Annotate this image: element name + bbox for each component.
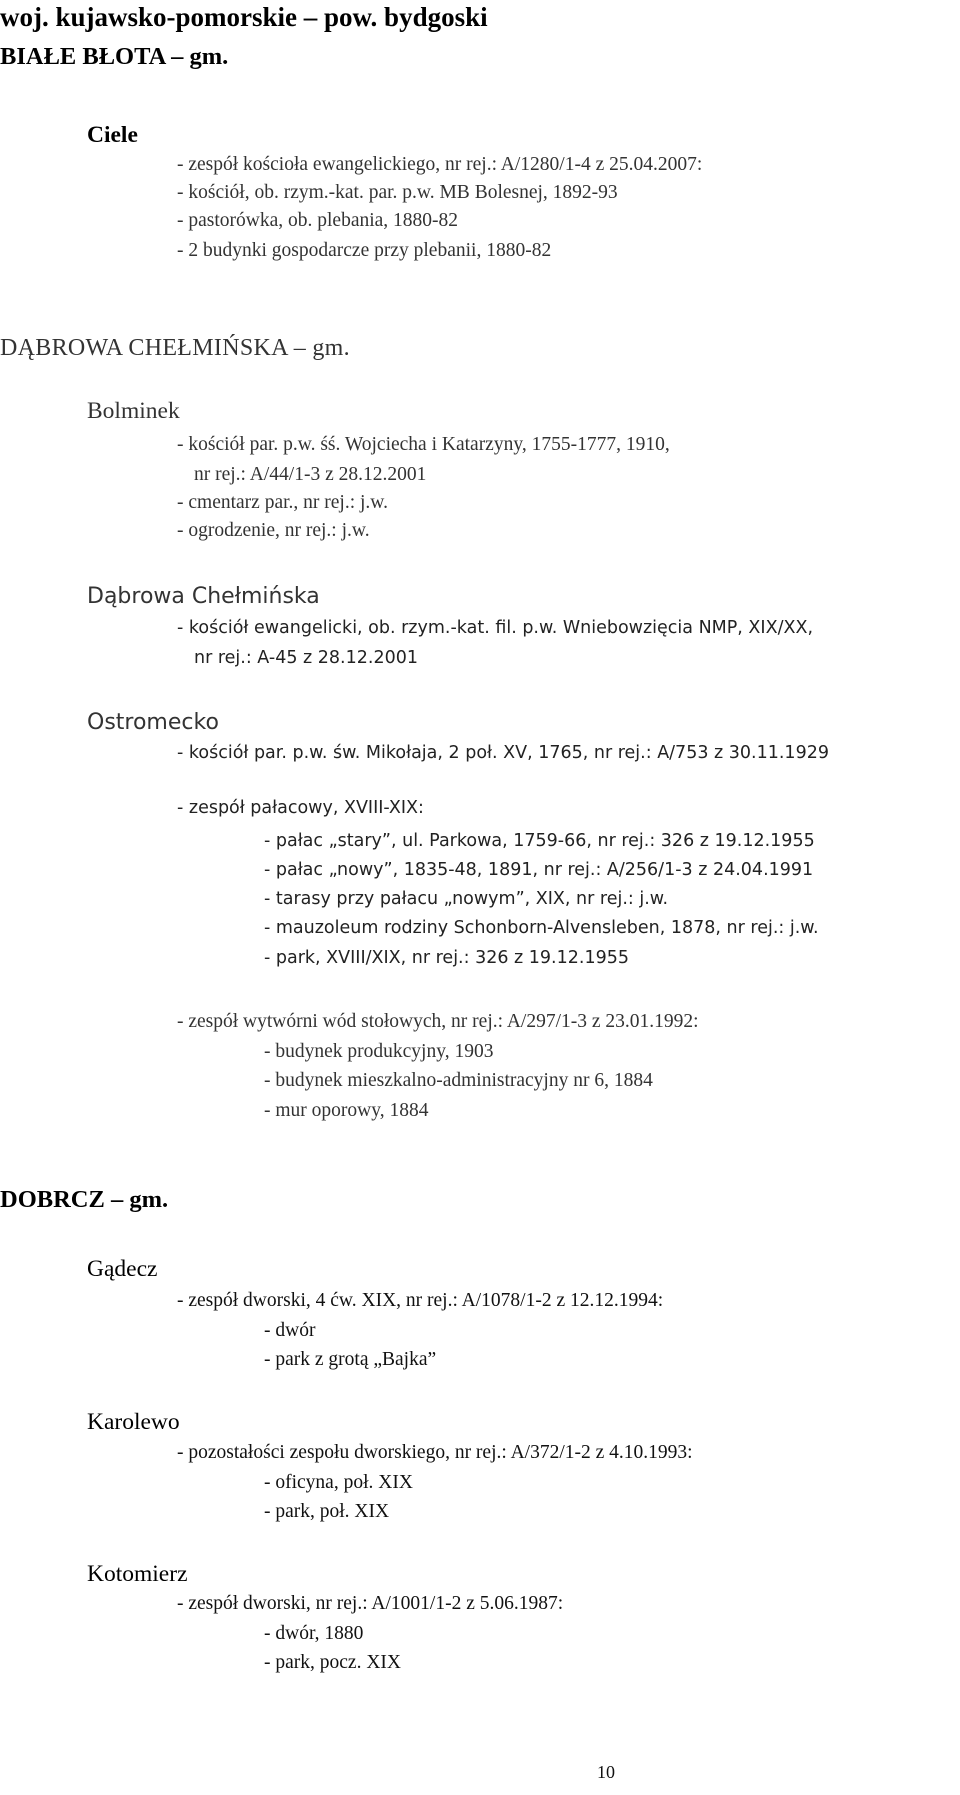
entry-line: - budynek mieszkalno-administracyjny nr 6, 1884 [264, 1070, 653, 1091]
entry-line: nr rej.: A-45 z 28.12.2001 [194, 648, 418, 668]
entry-line: nr rej.: A/44/1-3 z 28.12.2001 [194, 464, 427, 485]
entry-line: - cmentarz par., nr rej.: j.w. [177, 492, 388, 513]
entry-line: - mauzoleum rodziny Schonborn-Alvensleben, 1878, nr rej.: j.w. [264, 918, 819, 938]
entry-line: - ogrodzenie, nr rej.: j.w. [177, 520, 370, 541]
page-heading: woj. kujawsko-pomorskie – pow. bydgoski [0, 2, 488, 32]
gmina-heading-dabrowa-chelminska: DĄBROWA CHEŁMIŃSKA – gm. [0, 335, 350, 361]
entry-line: - park, pocz. XIX [264, 1652, 401, 1673]
entry-line: - pałac „stary”, ul. Parkowa, 1759-66, nr rej.: 326 z 19.12.1955 [264, 831, 815, 851]
town-heading-gadecz: Gądecz [87, 1256, 158, 1282]
entry-line: - zespół wytwórni wód stołowych, nr rej.: A/297/1-3 z 23.01.1992: [177, 1011, 699, 1032]
entry-line: - park z grotą „Bajka” [264, 1349, 437, 1370]
page-number: 10 [597, 1762, 615, 1782]
entry-line: - dwór, 1880 [264, 1623, 364, 1644]
gmina-heading-dobrcz: DOBRCZ – gm. [0, 1186, 169, 1213]
gmina-heading-biale-blota: BIAŁE BŁOTA – gm. [0, 43, 229, 70]
entry-line: - oficyna, poł. XIX [264, 1472, 413, 1493]
town-heading-karolewo: Karolewo [87, 1409, 180, 1435]
entry-line: - pałac „nowy”, 1835-48, 1891, nr rej.: A/256/1-3 z 24.04.1991 [264, 860, 814, 880]
entry-line: - mur oporowy, 1884 [264, 1100, 429, 1121]
entry-line: - park, XVIII/XIX, nr rej.: 326 z 19.12.1955 [264, 948, 629, 968]
entry-line: - kościół par. p.w. śś. Wojciecha i Katarzyny, 1755-1777, 1910, [177, 434, 670, 455]
entry-line: - zespół dworski, nr rej.: A/1001/1-2 z 5.06.1987: [177, 1593, 564, 1614]
town-heading-kotomierz: Kotomierz [87, 1561, 188, 1587]
town-heading-bolminek: Bolminek [87, 398, 180, 424]
entry-line: - zespół pałacowy, XVIII-XIX: [177, 798, 424, 818]
entry-line: - kościół par. p.w. św. Mikołaja, 2 poł. XV, 1765, nr rej.: A/753 z 30.11.1929 [177, 743, 829, 763]
entry-line: - kościół ewangelicki, ob. rzym.-kat. fil. p.w. Wniebowzięcia NMP, XIX/XX, [177, 618, 814, 638]
entry-line: - budynek produkcyjny, 1903 [264, 1041, 494, 1062]
entry-line: - dwór [264, 1320, 316, 1341]
entry-line: - park, poł. XIX [264, 1501, 390, 1522]
entry-line: - tarasy przy pałacu „nowym”, XIX, nr rej.: j.w. [264, 889, 669, 909]
entry-line: - pastorówka, ob. plebania, 1880-82 [177, 210, 459, 231]
town-heading-ciele: Ciele [87, 122, 138, 148]
entry-line: - zespół kościoła ewangelickiego, nr rej.: A/1280/1-4 z 25.04.2007: [177, 154, 703, 175]
town-heading-dabrowa-chelminska: Dąbrowa Chełmińska [87, 584, 320, 609]
entry-line: - kościół, ob. rzym.-kat. par. p.w. MB Bolesnej, 1892-93 [177, 182, 618, 203]
town-heading-ostromecko: Ostromecko [87, 710, 219, 735]
entry-line: - 2 budynki gospodarcze przy plebanii, 1880-82 [177, 240, 552, 261]
entry-line: - zespół dworski, 4 ćw. XIX, nr rej.: A/1078/1-2 z 12.12.1994: [177, 1290, 664, 1311]
entry-line: - pozostałości zespołu dworskiego, nr rej.: A/372/1-2 z 4.10.1993: [177, 1442, 693, 1463]
